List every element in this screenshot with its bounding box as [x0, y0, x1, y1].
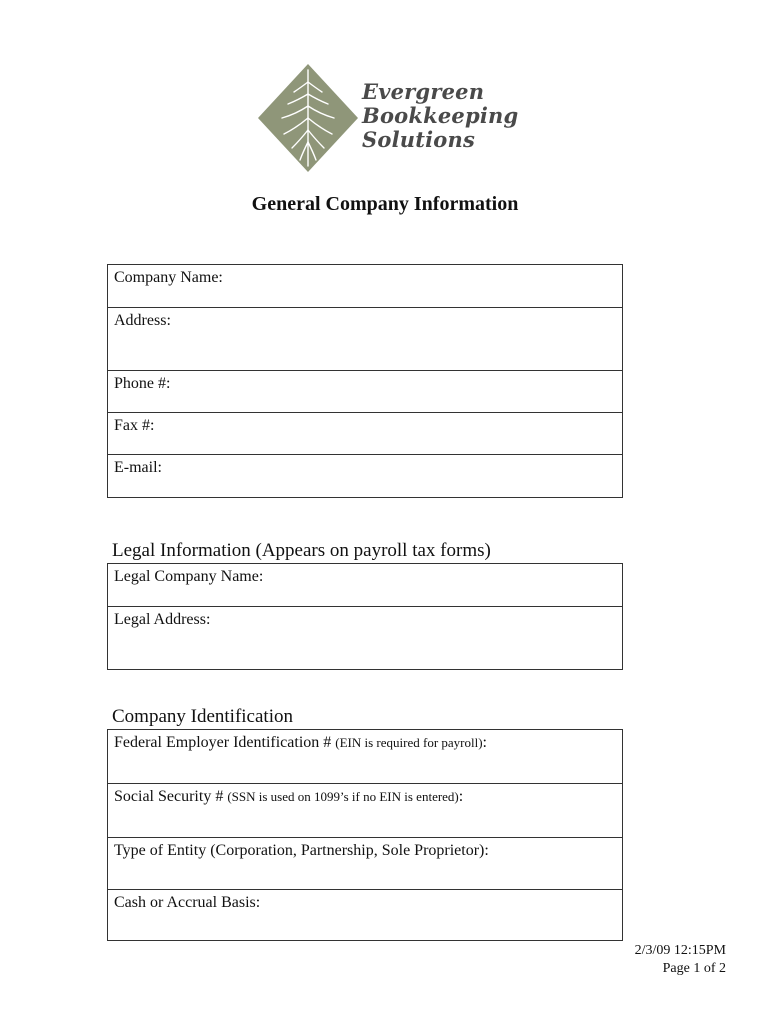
- identification-table: [107, 729, 623, 941]
- entity-type-label: Type of Entity (Corporation, Partnership, Sole Proprietor):: [114, 842, 489, 859]
- address-label: Address:: [114, 312, 171, 329]
- company-logo: [256, 62, 536, 174]
- ein-label: Federal Employer Identification #: [114, 734, 332, 751]
- ein-colon: :: [482, 734, 487, 751]
- phone-label: Phone #:: [114, 375, 171, 392]
- entity-type-field[interactable]: [108, 838, 623, 890]
- ssn-note: (SSN is used on 1099’s if no EIN is entered): [227, 789, 459, 804]
- evergreen-tree-diamond-icon: [256, 62, 360, 174]
- company-name-label: Company Name:: [114, 269, 223, 286]
- ein-field[interactable]: [108, 730, 623, 784]
- page-footer: [635, 942, 726, 978]
- address-field[interactable]: [108, 308, 623, 371]
- phone-field[interactable]: [108, 371, 623, 413]
- ein-note: (EIN is required for payroll): [335, 735, 483, 750]
- email-label: E-mail:: [114, 459, 162, 476]
- basis-field[interactable]: [108, 890, 623, 941]
- legal-company-name-label: Legal Company Name:: [114, 568, 264, 585]
- legal-info-table: [107, 563, 623, 670]
- logo-line-2: Bookkeeping: [362, 103, 519, 128]
- ssn-field[interactable]: [108, 784, 623, 838]
- footer-datetime: 2/3/09 12:15PM: [634, 943, 726, 958]
- legal-address-label: Legal Address:: [114, 611, 211, 628]
- company-name-field[interactable]: [108, 265, 623, 308]
- legal-address-field[interactable]: [108, 607, 623, 670]
- legal-company-name-field[interactable]: [108, 564, 623, 607]
- email-field[interactable]: [108, 455, 623, 498]
- ssn-label: Social Security #: [114, 788, 224, 805]
- ssn-colon: :: [458, 788, 464, 805]
- general-info-table: [107, 264, 623, 498]
- logo-line-1: Evergreen: [362, 79, 485, 104]
- fax-field[interactable]: [108, 413, 623, 455]
- basis-label: Cash or Accrual Basis:: [114, 894, 261, 911]
- page-title: General Company Information: [251, 193, 519, 215]
- legal-section-heading: Legal Information (Appears on payroll tax forms): [112, 540, 491, 561]
- footer-page-number: Page 1 of 2: [662, 961, 726, 976]
- logo-line-3: Solutions: [362, 127, 475, 152]
- logo-wordmark: [362, 80, 518, 152]
- fax-label: Fax #:: [114, 417, 155, 434]
- identification-section-heading: Company Identification: [112, 706, 293, 727]
